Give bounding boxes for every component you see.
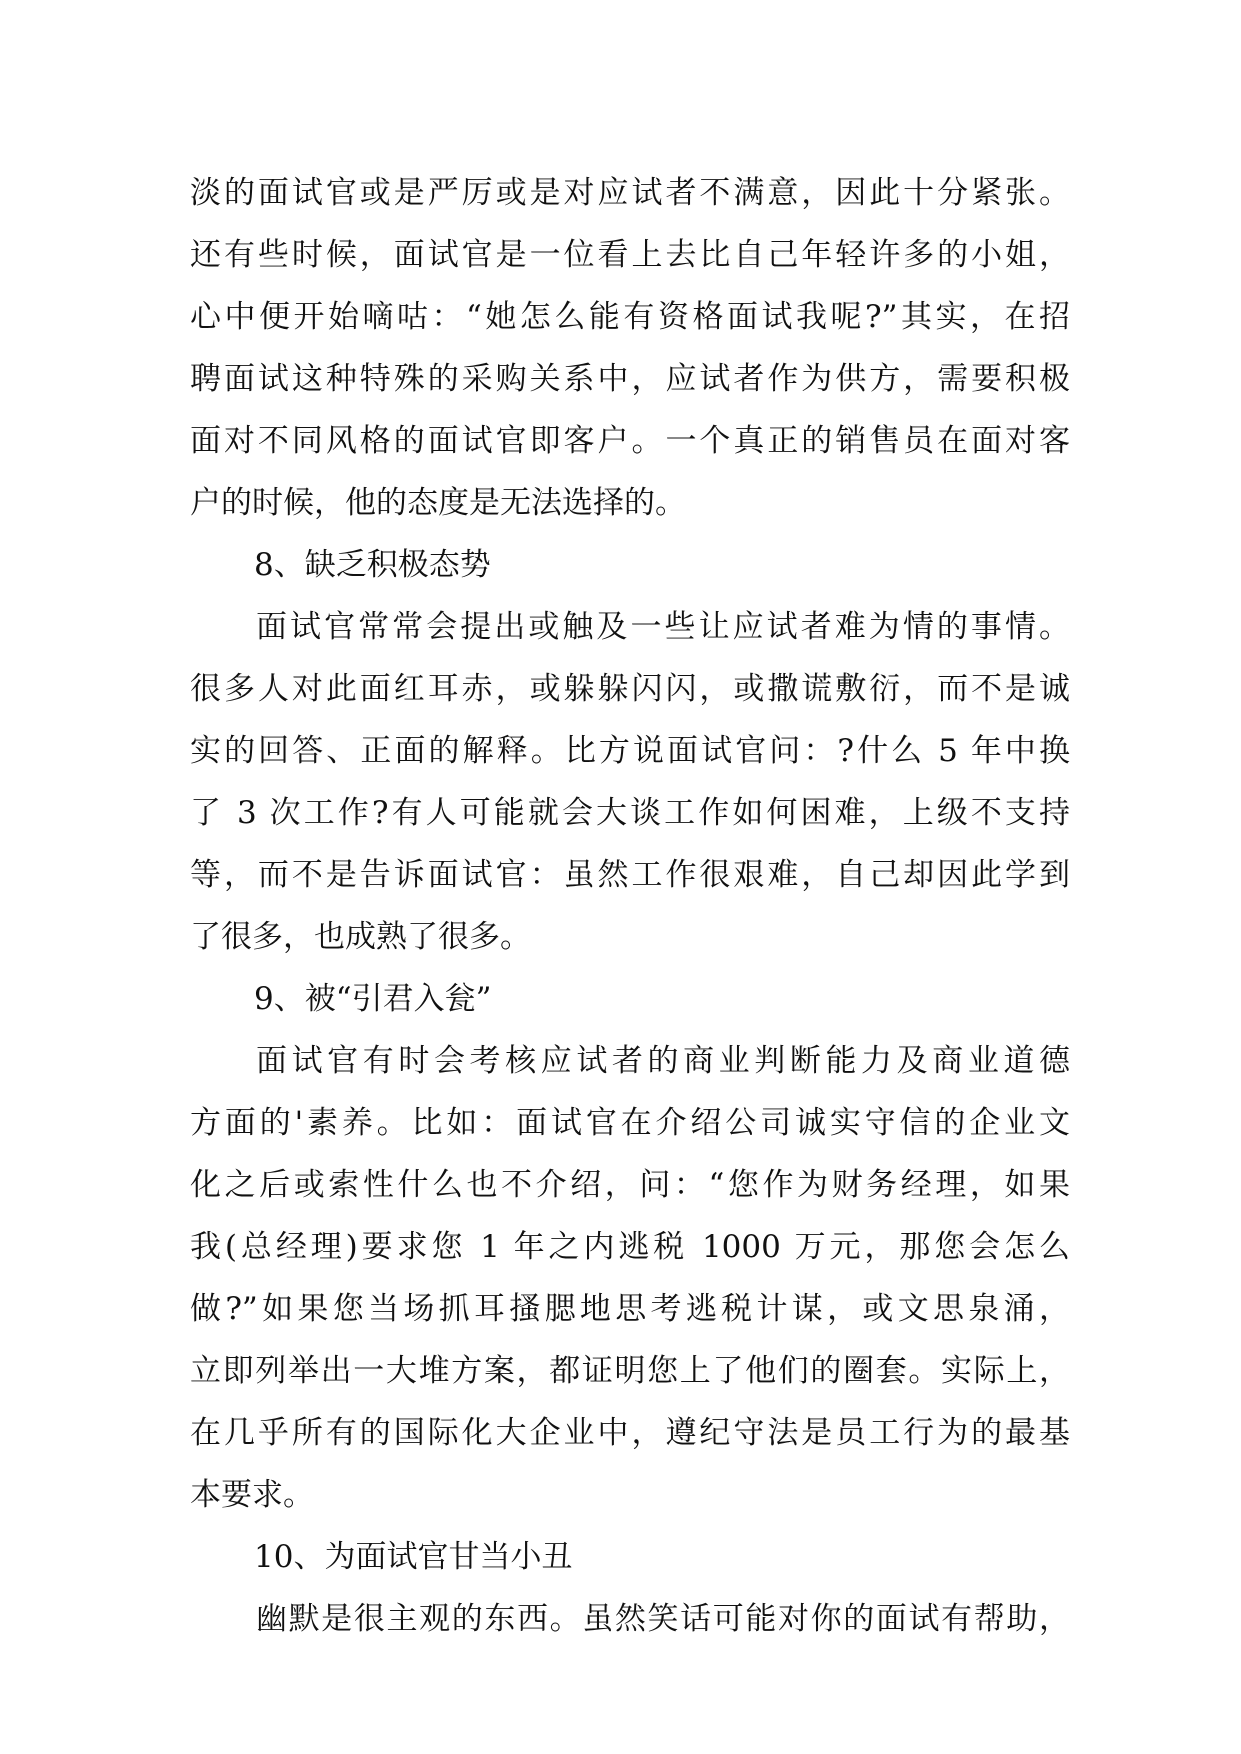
paragraph-line: 心中便开始嘀咕：“她怎么能有资格面试我呢?”其实，在招 [190,299,1070,335]
paragraph-line: 淡的面试官或是严厉或是对应试者不满意，因此十分紧张。 [190,175,1070,211]
paragraph-line: 面试官有时会考核应试者的商业判断能力及商业道德 [256,1043,1070,1079]
paragraph-line: 户的时候，他的态度是无法选择的。 [190,485,686,521]
paragraph-line: 在几乎所有的国际化大企业中，遵纪守法是员工行为的最基 [190,1415,1070,1451]
paragraph-line: 等，而不是告诉面试官：虽然工作很艰难，自己却因此学到 [190,857,1070,893]
paragraph-line: 幽默是很主观的东西。虽然笑话可能对你的面试有帮助， [256,1601,1070,1637]
section-heading: 8、缺乏积极态势 [254,547,491,583]
paragraph-line: 实的回答、正面的解释。比方说面试官问：?什么 5 年中换 [190,733,1070,769]
paragraph-line: 聘面试这种特殊的采购关系中，应试者作为供方，需要积极 [190,361,1070,397]
paragraph-line: 做?”如果您当场抓耳搔腮地思考逃税计谋，或文思泉涌， [190,1291,1070,1327]
paragraph-line: 化之后或索性什么也不介绍，问：“您作为财务经理，如果 [190,1167,1070,1203]
paragraph-line: 方面的'素养。比如：面试官在介绍公司诚实守信的企业文 [190,1105,1070,1141]
paragraph-line: 面试官常常会提出或触及一些让应试者难为情的事情。 [256,609,1070,645]
section-heading: 9、被“引君入瓮” [254,981,492,1017]
paragraph-line: 还有些时候，面试官是一位看上去比自己年轻许多的小姐， [190,237,1070,273]
document-body [190,162,1070,1650]
paragraph-line: 立即列举出一大堆方案，都证明您上了他们的圈套。实际上， [190,1353,1070,1389]
paragraph-line: 面对不同风格的面试官即客户。一个真正的销售员在面对客 [190,423,1070,459]
paragraph-line: 很多人对此面红耳赤，或躲躲闪闪，或撒谎敷衍，而不是诚 [190,671,1070,707]
section-heading: 10、为面试官甘当小丑 [254,1539,573,1575]
paragraph-line: 我(总经理)要求您 1 年之内逃税 1000 万元，那您会怎么 [190,1229,1070,1265]
paragraph-line: 了很多，也成熟了很多。 [190,919,531,955]
paragraph-line: 本要求。 [190,1477,314,1513]
paragraph-line: 了 3 次工作?有人可能就会大谈工作如何困难，上级不支持 [190,795,1070,831]
